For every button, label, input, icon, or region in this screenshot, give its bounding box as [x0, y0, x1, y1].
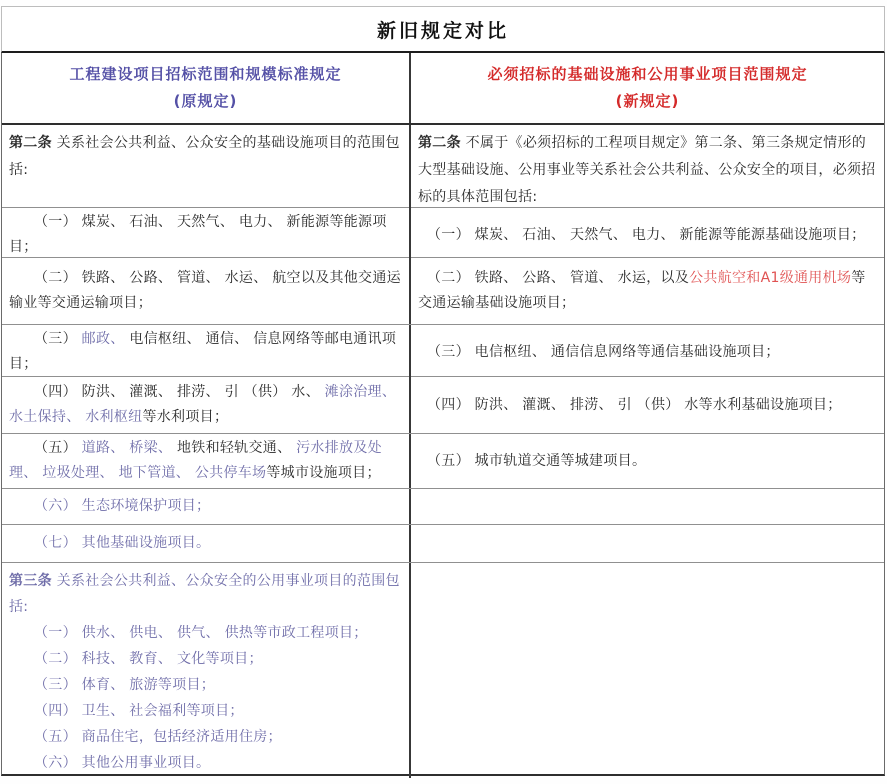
new-item1-cell — [411, 208, 884, 262]
paragraph: （三） 体育、 旅游等项目； — [34, 677, 216, 693]
old-item3-cell — [2, 325, 411, 379]
old-item2-cell — [2, 258, 411, 324]
paragraph: （七） 其他基础设施项目。 — [34, 535, 211, 551]
table-row — [2, 208, 884, 258]
paragraph: （三） 邮政、 电信枢纽、 通信、 信息网络等邮电通讯项目； — [9, 331, 397, 372]
old-item7-cell — [2, 525, 411, 562]
new-header-line1: 必须招标的基础设施和公用事业项目范围规定 — [487, 65, 808, 83]
paragraph: （五） 道路、 桥梁、 地铁和轻轨交通、 污水排放及处理、 垃圾处理、 地下管道、 公共停车场等城市设施项目； — [9, 440, 382, 481]
paragraph: 第二条 不属于《必须招标的工程项目规定》第二条、第三条规定情形的大型基础设施、公用事业等关系社会公共利益、公众安全的项目，必须招标的具体范围包括: — [418, 135, 876, 205]
paragraph: （一） 煤炭、 石油、 天然气、 电力、 新能源等能源项目； — [9, 214, 387, 255]
paragraph: （五） 城市轨道交通等城建项目。 — [427, 452, 647, 469]
old-header-line2: (原规定) — [173, 92, 238, 110]
paragraph: （四） 防洪、 灌溉、 排涝、 引 （供） 水、 滩涂治理、 水土保持、 水利枢纽等水利项目； — [9, 384, 397, 425]
old-article3-cell — [2, 563, 411, 778]
paragraph: （五） 商品住宅，包括经济适用住房； — [34, 729, 282, 745]
paragraph: （二） 科技、 教育、 文化等项目； — [34, 651, 263, 667]
paragraph: （四） 卫生、 社会福利等项目； — [34, 703, 244, 719]
page-title: 新旧规定对比 — [376, 19, 509, 42]
paragraph: 第二条 关系社会公共利益、公众安全的基础设施项目的范围包括: — [9, 135, 400, 178]
paragraph: （六） 生态环境保护项目； — [34, 498, 211, 514]
new-article3-empty-cell — [411, 563, 884, 778]
old-item1-cell — [2, 208, 411, 262]
table-header-row — [2, 53, 884, 125]
new-article2-intro-cell — [411, 125, 884, 213]
old-article2-intro-cell — [2, 125, 411, 213]
table-row — [2, 563, 884, 774]
new-item7-empty-cell — [411, 525, 884, 562]
table-row — [2, 434, 884, 489]
paragraph: （一） 供水、 供电、 供气、 供热等市政工程项目； — [34, 625, 368, 641]
old-header-line1: 工程建设项目招标范围和规模标准规定 — [69, 65, 342, 83]
new-regulation-header — [411, 53, 884, 123]
new-item2-cell — [411, 258, 884, 324]
table-row — [2, 325, 884, 377]
old-item6-cell — [2, 489, 411, 524]
table-row — [2, 525, 884, 563]
comparison-table — [1, 53, 885, 776]
new-item4-cell — [411, 377, 884, 433]
new-item5-cell — [411, 434, 884, 488]
comparison-document — [1, 6, 885, 776]
old-item4-cell — [2, 377, 411, 433]
table-row — [2, 258, 884, 325]
new-item3-cell — [411, 325, 884, 379]
paragraph: （一） 煤炭、 石油、 天然气、 电力、 新能源等能源基础设施项目； — [427, 226, 866, 243]
table-row — [2, 489, 884, 525]
title-bar — [1, 6, 885, 53]
paragraph: （六） 其他公用事业项目。 — [34, 755, 211, 771]
paragraph: （四） 防洪、 灌溉、 排涝、 引 （供） 水等水利基础设施项目； — [427, 396, 842, 413]
old-regulation-header — [2, 53, 411, 123]
table-row — [2, 377, 884, 434]
paragraph: （三） 电信枢纽、 通信信息网络等通信基础设施项目； — [427, 343, 780, 360]
old-item5-cell — [2, 434, 411, 488]
paragraph: （二） 铁路、 公路、 管道、 水运，以及公共航空和A1级通用机场等交通运输基础设施项目； — [418, 270, 866, 311]
new-header-line2: (新规定) — [615, 92, 680, 110]
paragraph: （二） 铁路、 公路、 管道、 水运、 航空以及其他交通运输业等交通运输项目； — [9, 270, 401, 311]
paragraph: 第三条 关系社会公共利益、公众安全的公用事业项目的范围包括: — [9, 573, 400, 615]
new-item6-empty-cell — [411, 489, 884, 524]
table-row — [2, 125, 884, 208]
